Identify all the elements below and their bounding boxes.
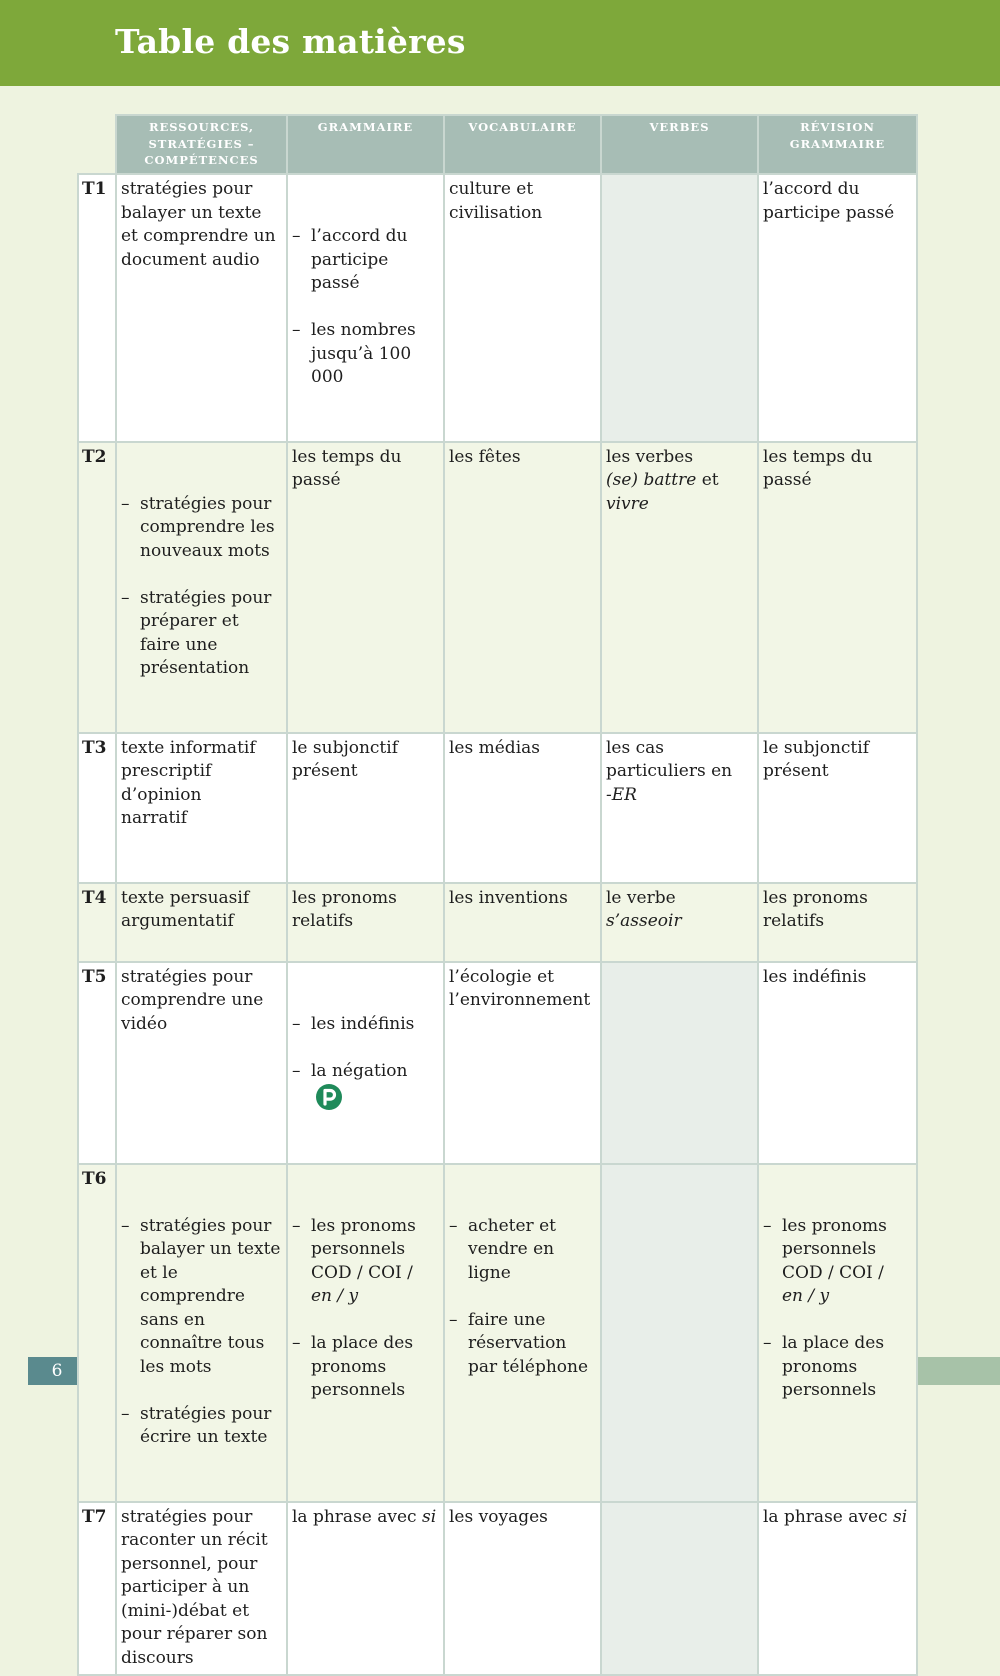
page-number: 6 [28, 1357, 86, 1385]
row-code: T4 [78, 883, 116, 962]
row-code: T7 [78, 1502, 116, 1676]
list-item: – stratégies pour balayer un texte et le comprendre sans en connaître tous les mots [121, 1215, 282, 1380]
cell-revision: les pronoms relatifs [758, 883, 917, 962]
table-row [78, 733, 917, 883]
col-header-grammaire: GRAMMAIRE [287, 115, 444, 174]
cell-verbes-empty [601, 962, 758, 1164]
list-item: – stratégies pour comprendre les nouveaux mots [121, 493, 282, 564]
verb-italic: -ER [606, 784, 637, 805]
cell-vocabulaire: l’écologie et l’environnement [444, 962, 601, 1164]
cell-ressources: texte informatif prescriptif d’opinion narratif [116, 733, 287, 883]
col-header-verbes: VERBES [601, 115, 758, 174]
header-bar [0, 0, 1000, 86]
revision-text: la phrase avec [763, 1506, 893, 1527]
cell-vocabulaire [444, 1164, 601, 1502]
cell-verbes-empty [601, 1164, 758, 1502]
cell-ressources [116, 1164, 287, 1502]
cell-verbes-empty [601, 1502, 758, 1676]
cell-verbes-empty [601, 174, 758, 442]
cell-grammaire [287, 174, 444, 442]
p-logo-icon[interactable] [315, 1083, 343, 1111]
table-row [78, 1502, 917, 1676]
cell-revision: le subjonctif présent [758, 733, 917, 883]
grammar-italic: si [421, 1506, 437, 1527]
list-item [292, 1060, 439, 1112]
row-code: T5 [78, 962, 116, 1164]
row-code: T1 [78, 174, 116, 442]
cell-grammaire: les pronoms relatifs [287, 883, 444, 962]
cell-revision [758, 1164, 917, 1502]
list-item: – les nombres jusqu’à 100 000 [292, 319, 439, 390]
list-item [763, 1215, 912, 1309]
cell-verbes [601, 442, 758, 733]
table-header-row [78, 115, 917, 174]
verbes-text: les verbes [606, 446, 694, 467]
pronoun-italic: en / y [311, 1286, 359, 1306]
cell-vocabulaire: les médias [444, 733, 601, 883]
cell-vocabulaire: les voyages [444, 1502, 601, 1676]
cell-revision: l’accord du participe passé [758, 174, 917, 442]
verbes-text: le verbe [606, 887, 676, 908]
table-row [78, 962, 917, 1164]
row-code: T3 [78, 733, 116, 883]
verbes-connector: et [696, 470, 719, 490]
cell-vocabulaire: culture et civilisation [444, 174, 601, 442]
cell-ressources: stratégies pour raconter un récit personnel, pour participer à un (mini-)débat et pour réparer son discours [116, 1502, 287, 1676]
page-title: Table des matières [115, 22, 466, 61]
cell-grammaire [287, 1502, 444, 1676]
row-code: T2 [78, 442, 116, 733]
cell-ressources: stratégies pour comprendre une vidéo [116, 962, 287, 1164]
list-item [292, 1215, 439, 1309]
list-item: – les indéfinis [292, 1013, 439, 1037]
verbes-text: les cas particuliers en [606, 737, 733, 781]
row-code: T6 [78, 1164, 116, 1502]
list-item: – stratégies pour écrire un texte [121, 1403, 282, 1450]
cell-revision: les temps du passé [758, 442, 917, 733]
table-row [78, 883, 917, 962]
list-item: – faire une réservation par téléphone [449, 1309, 596, 1380]
header-corner [78, 115, 116, 174]
grammaire-text: la phrase avec [292, 1506, 422, 1527]
list-item: – la place des pronoms personnels [292, 1332, 439, 1403]
verb-italic: s’asseoir [606, 911, 682, 931]
list-item-text: les pronoms personnels COD / COI / [782, 1215, 887, 1283]
cell-revision: les indéfinis [758, 962, 917, 1164]
cell-grammaire: les temps du passé [287, 442, 444, 733]
list-item-text: les pronoms personnels COD / COI / [311, 1215, 416, 1283]
cell-vocabulaire: les inventions [444, 883, 601, 962]
list-item: – la place des pronoms personnels [763, 1332, 912, 1403]
verb-italic: (se) battre [606, 470, 697, 490]
grammar-italic: si [892, 1506, 908, 1527]
table-row [78, 1164, 917, 1502]
cell-revision [758, 1502, 917, 1676]
cell-grammaire: le subjonctif présent [287, 733, 444, 883]
table-row [78, 442, 917, 733]
cell-ressources: stratégies pour balayer un texte et comprendre un document audio [116, 174, 287, 442]
list-item: – stratégies pour préparer et faire une présentation [121, 587, 282, 681]
cell-grammaire [287, 962, 444, 1164]
cell-verbes [601, 733, 758, 883]
list-item: – l’accord du participe passé [292, 225, 439, 296]
cell-grammaire [287, 1164, 444, 1502]
col-header-revision: RÉVISION GRAMMAIRE [758, 115, 917, 174]
cell-ressources [116, 442, 287, 733]
toc-table [77, 114, 918, 1676]
col-header-ressources: RESSOURCES, STRATÉGIES – COMPÉTENCES [116, 115, 287, 174]
list-item: – acheter et vendre en ligne [449, 1215, 596, 1286]
cell-ressources: texte persuasif argumentatif [116, 883, 287, 962]
cell-verbes [601, 883, 758, 962]
verb-italic: vivre [606, 493, 649, 514]
cell-vocabulaire: les fêtes [444, 442, 601, 733]
pronoun-italic: en / y [782, 1286, 830, 1306]
col-header-vocabulaire: VOCABULAIRE [444, 115, 601, 174]
table-row [78, 174, 917, 442]
list-item-text: la négation [311, 1060, 408, 1081]
